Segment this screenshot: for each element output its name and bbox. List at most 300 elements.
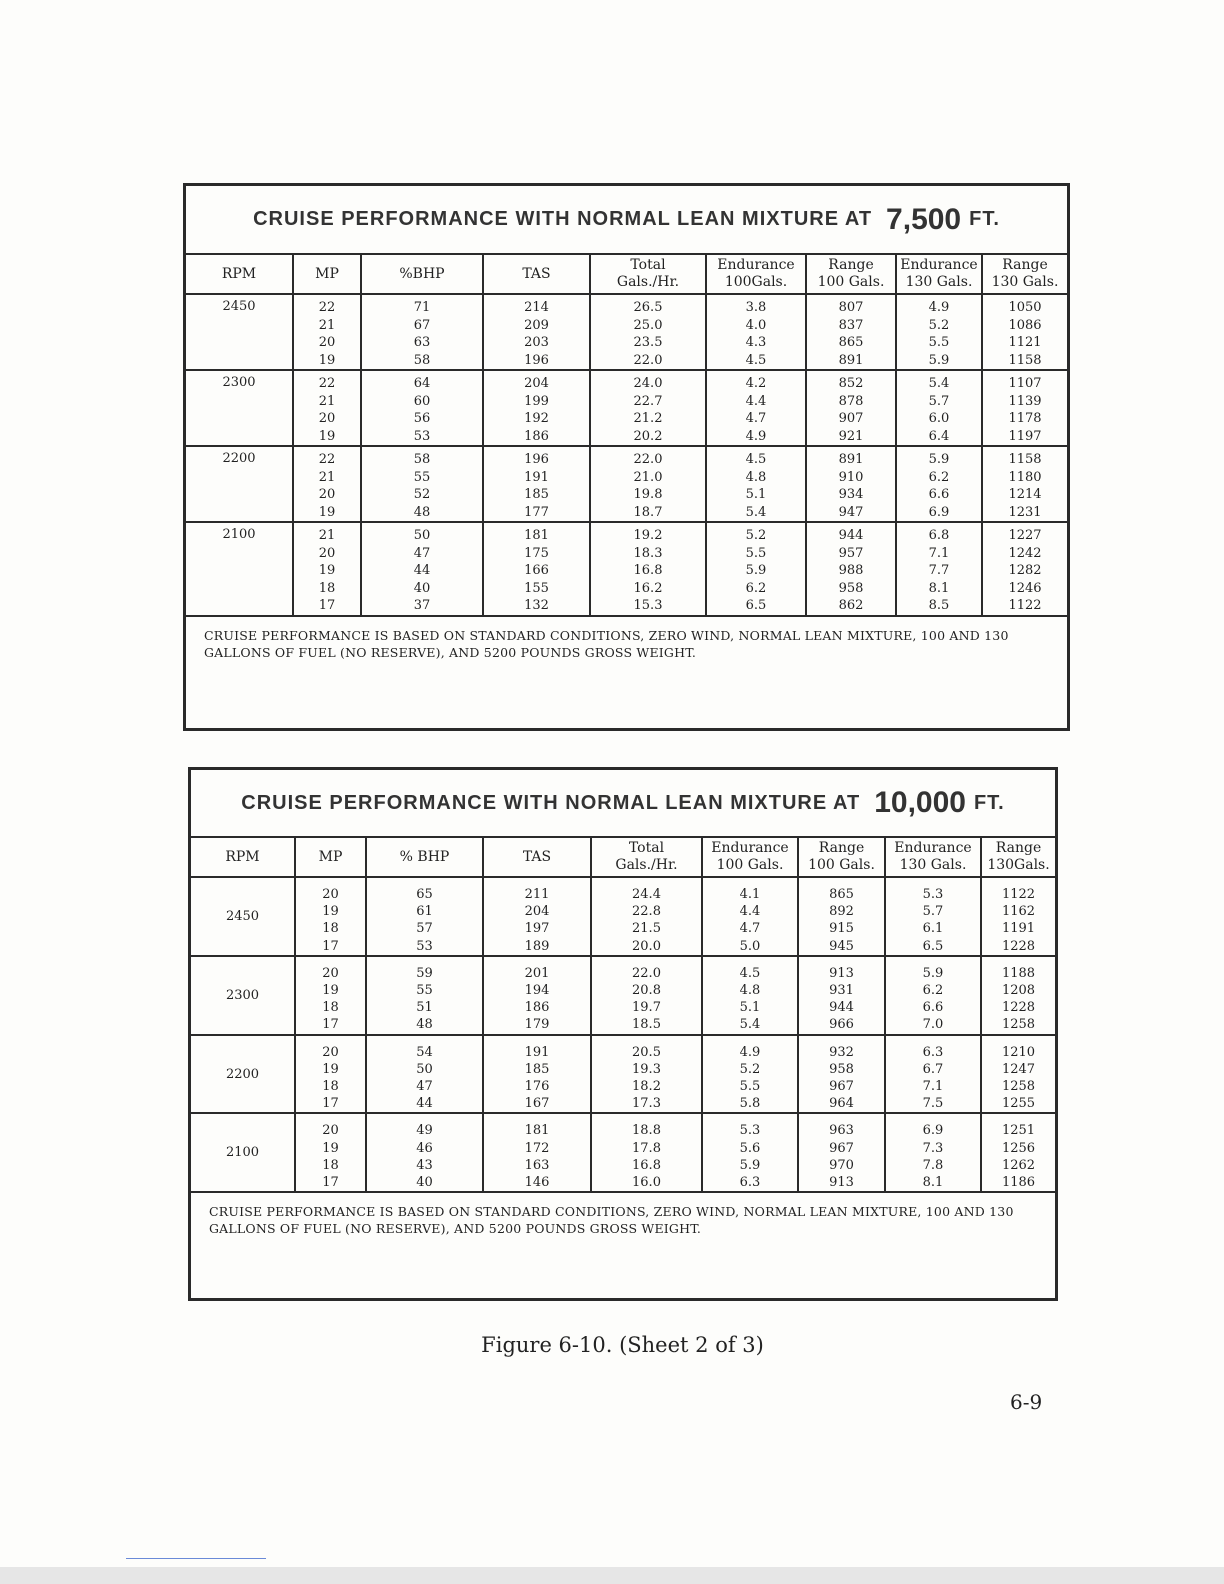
cell-value: 1180 [1008, 469, 1042, 485]
range-100-cell [806, 522, 896, 616]
header-row [191, 838, 1055, 877]
column-header: Range 100 Gals. [798, 838, 885, 877]
cell-value: 203 [524, 335, 549, 350]
cell-value: 4.4 [745, 393, 767, 409]
column-header: Range 130Gals. [981, 838, 1055, 877]
title-unit: FT. [973, 791, 1005, 814]
cell-value: 5.8 [739, 1096, 761, 1112]
cell-value: 64 [413, 376, 431, 391]
cell-value: 18.7 [633, 504, 663, 520]
bhp-cell [366, 1035, 483, 1114]
cell-value: 1210 [1001, 1044, 1036, 1060]
cell-value: 4.5 [745, 352, 767, 368]
cell-value: 17.8 [632, 1140, 661, 1156]
endurance-100-cell [706, 370, 806, 446]
column-header: %BHP [361, 255, 483, 294]
range-130-cell [981, 956, 1055, 1035]
cell-value: 6.9 [922, 1123, 944, 1139]
column-header: TAS [483, 838, 591, 877]
cell-value: 5.2 [745, 528, 767, 543]
cell-value: 5.2 [928, 317, 950, 333]
cell-value: 176 [524, 1079, 550, 1095]
cell-value: 24.4 [632, 887, 661, 902]
cell-value: 5.9 [922, 965, 944, 981]
cell-value: 177 [524, 504, 549, 520]
performance-table [186, 255, 1067, 617]
cell-value: 5.4 [739, 1017, 761, 1033]
cell-value: 211 [524, 887, 550, 902]
cell-value: 6.9 [928, 504, 950, 520]
cell-value: 67 [413, 317, 431, 333]
range-100-cell [806, 370, 896, 446]
cell-value: 18 [322, 921, 339, 937]
cell-value: 16.0 [632, 1175, 661, 1191]
cell-value: 146 [524, 1175, 550, 1191]
column-header: TAS [483, 255, 590, 294]
cell-value: 17 [322, 938, 339, 954]
endurance-130-cell [885, 956, 981, 1035]
cell-value: 44 [413, 563, 431, 578]
total-gph-cell [591, 877, 702, 956]
title-text: CRUISE PERFORMANCE WITH NORMAL LEAN MIXTURE AT [241, 791, 861, 814]
cell-value: 61 [416, 904, 433, 920]
cell-value: 4.1 [739, 887, 761, 902]
cell-value: 1186 [1001, 1175, 1036, 1191]
cell-value: 196 [524, 452, 549, 467]
cell-value: 132 [524, 598, 549, 613]
cell-value: 21 [318, 317, 336, 333]
cell-value: 6.6 [922, 1000, 944, 1016]
tas-cell [483, 956, 591, 1035]
range-100-cell [806, 294, 896, 370]
cell-value: 7.0 [922, 1017, 944, 1033]
cell-value: 913 [829, 1175, 854, 1191]
cell-value: 5.9 [928, 352, 950, 368]
mp-cell [293, 294, 361, 370]
cell-value: 963 [829, 1123, 854, 1139]
table-title [191, 770, 1055, 838]
cell-value: 179 [524, 1017, 550, 1033]
cell-value: 947 [838, 504, 864, 520]
cell-value: 862 [838, 598, 864, 613]
range-130-cell [982, 294, 1067, 370]
cell-value: 19 [318, 563, 336, 578]
cell-value: 53 [413, 428, 431, 444]
cell-value: 22 [318, 452, 336, 467]
mp-cell [295, 1113, 366, 1192]
cell-value: 837 [838, 317, 864, 333]
cell-value: 65 [416, 887, 433, 902]
cell-value: 5.3 [922, 887, 944, 902]
cell-value: 1228 [1001, 938, 1036, 954]
cell-value: 6.2 [745, 580, 767, 596]
total-gph-cell [590, 446, 706, 522]
cell-value: 967 [829, 1079, 854, 1095]
cell-value: 1188 [1001, 965, 1036, 981]
cell-value: 191 [524, 1044, 550, 1060]
cell-value: 20.5 [632, 1044, 661, 1060]
tas-cell [483, 370, 590, 446]
cell-value: 1050 [1008, 300, 1042, 315]
total-gph-cell [591, 956, 702, 1035]
cell-value: 910 [838, 469, 864, 485]
cell-value: 944 [829, 1000, 854, 1016]
total-gph-cell [590, 522, 706, 616]
cell-value: 1256 [1001, 1140, 1036, 1156]
column-header: Endurance 130 Gals. [885, 838, 981, 877]
cell-value: 4.3 [745, 335, 767, 350]
cell-value: 181 [524, 528, 549, 543]
cell-value: 907 [838, 411, 864, 426]
cell-value: 23.5 [633, 335, 663, 350]
cell-value: 191 [524, 469, 549, 485]
endurance-100-cell [706, 522, 806, 616]
cell-value: 22.0 [632, 965, 661, 981]
cell-value: 22.7 [633, 393, 663, 409]
cell-value: 18.8 [632, 1123, 661, 1139]
cell-value: 21.0 [633, 469, 663, 485]
cell-value: 4.9 [928, 300, 950, 315]
cell-value: 20.8 [632, 983, 661, 999]
cell-value: 26.5 [633, 300, 663, 315]
cell-value: 4.0 [745, 317, 767, 333]
column-header: Range 100 Gals. [806, 255, 896, 294]
cell-value: 988 [838, 563, 864, 578]
rpm-group-row [191, 877, 1055, 956]
total-gph-cell [591, 1113, 702, 1192]
cell-value: 19 [318, 428, 336, 444]
cell-value: 197 [524, 921, 550, 937]
range-100-cell [798, 1035, 885, 1114]
cell-value: 71 [413, 300, 431, 315]
range-100-cell [798, 956, 885, 1035]
rpm-cell: 2200 [191, 1035, 295, 1114]
footnote: CRUISE PERFORMANCE IS BASED ON STANDARD CONDITIONS, ZERO WIND, NORMAL LEAN MIXTURE, 100 AND 130 GALLONS OF FUEL (NO RESERVE), AND 5200 POUNDS GROSS WEIGHT. [209, 1204, 1014, 1237]
cell-value: 7.1 [922, 1079, 944, 1095]
cell-value: 20 [318, 411, 336, 426]
cell-value: 21 [318, 393, 336, 409]
cell-value: 18 [322, 1000, 339, 1016]
cell-value: 852 [838, 376, 864, 391]
rpm-cell: 2300 [186, 370, 293, 446]
cell-value: 20 [322, 1123, 339, 1139]
cell-value: 1231 [1008, 504, 1042, 520]
endurance-130-cell [885, 877, 981, 956]
footnote: CRUISE PERFORMANCE IS BASED ON STANDARD CONDITIONS, ZERO WIND, NORMAL LEAN MIXTURE, 100 AND 130 GALLONS OF FUEL (NO RESERVE), AND 5200 POUNDS GROSS WEIGHT. [204, 627, 1009, 660]
cell-value: 8.1 [928, 580, 950, 596]
cell-value: 6.5 [745, 598, 767, 613]
cell-value: 20 [322, 887, 339, 902]
cell-value: 19.3 [632, 1061, 661, 1077]
scan-edge [0, 1567, 1224, 1584]
cell-value: 6.6 [928, 487, 950, 502]
cruise-table-10000 [188, 767, 1058, 1301]
cell-value: 4.7 [745, 411, 767, 426]
tas-cell [483, 877, 591, 956]
column-header: Endurance 130 Gals. [896, 255, 982, 294]
cell-value: 6.3 [922, 1044, 944, 1060]
bhp-cell [361, 370, 483, 446]
cell-value: 25.0 [633, 317, 663, 333]
cell-value: 6.2 [928, 469, 950, 485]
cell-value: 20 [318, 335, 336, 350]
cell-value: 21.2 [633, 411, 663, 426]
cell-value: 53 [416, 938, 433, 954]
cell-value: 5.7 [922, 904, 944, 920]
range-130-cell [982, 522, 1067, 616]
divider [126, 1558, 266, 1559]
rpm-cell: 2450 [191, 877, 295, 956]
bhp-cell [361, 446, 483, 522]
cell-value: 1197 [1008, 428, 1042, 444]
endurance-130-cell [896, 370, 982, 446]
cell-value: 967 [829, 1140, 854, 1156]
cell-value: 43 [416, 1157, 433, 1173]
cell-value: 865 [829, 887, 854, 902]
cell-value: 1107 [1008, 376, 1042, 391]
cell-value: 5.4 [745, 504, 767, 520]
cell-value: 18.3 [633, 545, 663, 561]
cell-value: 21 [318, 469, 336, 485]
cell-value: 204 [524, 904, 550, 920]
cell-value: 6.4 [928, 428, 950, 444]
cell-value: 1251 [1001, 1123, 1036, 1139]
cell-value: 6.2 [922, 983, 944, 999]
cell-value: 50 [416, 1061, 433, 1077]
cell-value: 966 [829, 1017, 854, 1033]
cell-value: 932 [829, 1044, 854, 1060]
cell-value: 7.7 [928, 563, 950, 578]
column-header: Total Gals./Hr. [590, 255, 706, 294]
cell-value: 921 [838, 428, 864, 444]
cell-value: 18 [322, 1157, 339, 1173]
cell-value: 7.3 [922, 1140, 944, 1156]
cell-value: 16.8 [633, 563, 663, 578]
cell-value: 40 [413, 580, 431, 596]
cell-value: 22.8 [632, 904, 661, 920]
cell-value: 20 [318, 487, 336, 502]
cell-value: 204 [524, 376, 549, 391]
cell-value: 163 [524, 1157, 550, 1173]
cell-value: 22.0 [633, 352, 663, 368]
cell-value: 1258 [1001, 1017, 1036, 1033]
cell-value: 16.2 [633, 580, 663, 596]
cell-value: 6.1 [922, 921, 944, 937]
range-130-cell [982, 370, 1067, 446]
rpm-cell: 2100 [191, 1113, 295, 1192]
cell-value: 214 [524, 300, 549, 315]
bhp-cell [366, 877, 483, 956]
cell-value: 891 [838, 352, 864, 368]
cell-value: 1158 [1008, 452, 1042, 467]
cell-value: 1191 [1001, 921, 1036, 937]
cell-value: 6.3 [739, 1175, 761, 1191]
cell-value: 167 [524, 1096, 550, 1112]
cell-value: 56 [413, 411, 431, 426]
cell-value: 58 [413, 352, 431, 368]
rpm-group-row [186, 446, 1067, 522]
cell-value: 1208 [1001, 983, 1036, 999]
cell-value: 1158 [1008, 352, 1042, 368]
cell-value: 185 [524, 1061, 550, 1077]
rpm-group-row [191, 1035, 1055, 1114]
cell-value: 5.5 [739, 1079, 761, 1095]
mp-cell [295, 956, 366, 1035]
cell-value: 1258 [1001, 1079, 1036, 1095]
rpm-cell: 2450 [186, 294, 293, 370]
cell-value: 55 [416, 983, 433, 999]
cell-value: 1246 [1008, 580, 1042, 596]
column-header: % BHP [366, 838, 483, 877]
total-gph-cell [590, 370, 706, 446]
endurance-130-cell [896, 446, 982, 522]
cell-value: 4.8 [745, 469, 767, 485]
cell-value: 54 [416, 1044, 433, 1060]
cell-value: 19.7 [632, 1000, 661, 1016]
cell-value: 51 [416, 1000, 433, 1016]
cell-value: 21.5 [632, 921, 661, 937]
cell-value: 1227 [1008, 528, 1042, 543]
tas-cell [483, 294, 590, 370]
cell-value: 186 [524, 1000, 550, 1016]
rpm-group-row [191, 956, 1055, 1035]
title-text: CRUISE PERFORMANCE WITH NORMAL LEAN MIXTURE AT [253, 208, 873, 230]
cell-value: 958 [838, 580, 864, 596]
endurance-130-cell [885, 1113, 981, 1192]
cell-value: 19 [318, 352, 336, 368]
table-title [186, 186, 1067, 255]
cell-value: 20.0 [632, 938, 661, 954]
cell-value: 5.1 [745, 487, 767, 502]
cell-value: 892 [829, 904, 854, 920]
mp-cell [295, 877, 366, 956]
bhp-cell [366, 1113, 483, 1192]
cell-value: 46 [416, 1140, 433, 1156]
cell-value: 931 [829, 983, 854, 999]
cell-value: 22 [318, 376, 336, 391]
cell-value: 865 [838, 335, 864, 350]
cell-value: 47 [416, 1079, 433, 1095]
cell-value: 55 [413, 469, 431, 485]
cell-value: 18.5 [632, 1017, 661, 1033]
cell-value: 20.2 [633, 428, 663, 444]
cell-value: 19 [322, 904, 339, 920]
cell-value: 60 [413, 393, 431, 409]
cell-value: 18.2 [632, 1079, 661, 1095]
cell-value: 1121 [1008, 335, 1042, 350]
cell-value: 878 [838, 393, 864, 409]
cell-value: 6.5 [922, 938, 944, 954]
rpm-group-row [191, 1113, 1055, 1192]
endurance-100-cell [702, 1113, 798, 1192]
cell-value: 1247 [1001, 1061, 1036, 1077]
cell-value: 209 [524, 317, 549, 333]
cell-value: 201 [524, 965, 550, 981]
cell-value: 970 [829, 1157, 854, 1173]
cell-value: 1214 [1008, 487, 1042, 502]
rpm-cell: 2300 [191, 956, 295, 1035]
rpm-cell: 2100 [186, 522, 293, 616]
cell-value: 934 [838, 487, 864, 502]
tas-cell [483, 522, 590, 616]
cell-value: 47 [413, 545, 431, 561]
range-100-cell [806, 446, 896, 522]
cell-value: 1086 [1008, 317, 1042, 333]
figure-caption: Figure 6-10. (Sheet 2 of 3) [481, 1333, 764, 1357]
cell-value: 807 [838, 300, 864, 315]
tas-cell [483, 446, 590, 522]
cell-value: 944 [838, 528, 864, 543]
endurance-100-cell [706, 294, 806, 370]
cell-value: 19 [318, 504, 336, 520]
cruise-table-7500 [183, 183, 1070, 731]
cell-value: 48 [416, 1017, 433, 1033]
cell-value: 4.8 [739, 983, 761, 999]
cell-value: 44 [416, 1096, 433, 1112]
cell-value: 5.7 [928, 393, 950, 409]
cell-value: 915 [829, 921, 854, 937]
cell-value: 5.9 [928, 452, 950, 467]
cell-value: 186 [524, 428, 549, 444]
cell-value: 7.5 [922, 1096, 944, 1112]
cell-value: 52 [413, 487, 431, 502]
cell-value: 1282 [1008, 563, 1042, 578]
cell-value: 17.3 [632, 1096, 661, 1112]
cell-value: 7.8 [922, 1157, 944, 1173]
endurance-100-cell [702, 877, 798, 956]
cell-value: 8.5 [928, 598, 950, 613]
cell-value: 189 [524, 938, 550, 954]
cell-value: 1178 [1008, 411, 1042, 426]
cell-value: 964 [829, 1096, 854, 1112]
cell-value: 1122 [1001, 887, 1036, 902]
cell-value: 185 [524, 487, 549, 502]
cell-value: 17 [318, 598, 336, 613]
cell-value: 1162 [1001, 904, 1036, 920]
rpm-cell: 2200 [186, 446, 293, 522]
cell-value: 20 [318, 545, 336, 561]
cell-value: 199 [524, 393, 549, 409]
cell-value: 63 [413, 335, 431, 350]
range-100-cell [798, 877, 885, 956]
cell-value: 19 [322, 983, 339, 999]
mp-cell [293, 522, 361, 616]
column-header: Endurance 100 Gals. [702, 838, 798, 877]
cell-value: 4.5 [745, 452, 767, 467]
range-130-cell [981, 877, 1055, 956]
cell-value: 57 [416, 921, 433, 937]
cell-value: 175 [524, 545, 549, 561]
cell-value: 40 [416, 1175, 433, 1191]
cell-value: 945 [829, 938, 854, 954]
column-header: Endurance 100Gals. [706, 255, 806, 294]
performance-table [191, 838, 1055, 1193]
cell-value: 172 [524, 1140, 550, 1156]
total-gph-cell [590, 294, 706, 370]
cell-value: 1228 [1001, 1000, 1036, 1016]
title-unit: FT. [969, 208, 1000, 230]
cell-value: 1255 [1001, 1096, 1036, 1112]
title-altitude: 10,000 [874, 786, 966, 819]
cell-value: 196 [524, 352, 549, 368]
cell-value: 18 [322, 1079, 339, 1095]
cell-value: 5.4 [928, 376, 950, 391]
endurance-100-cell [702, 956, 798, 1035]
cell-value: 3.8 [745, 300, 767, 315]
cell-value: 22.0 [633, 452, 663, 467]
rpm-group-row [186, 522, 1067, 616]
cell-value: 49 [416, 1123, 433, 1139]
